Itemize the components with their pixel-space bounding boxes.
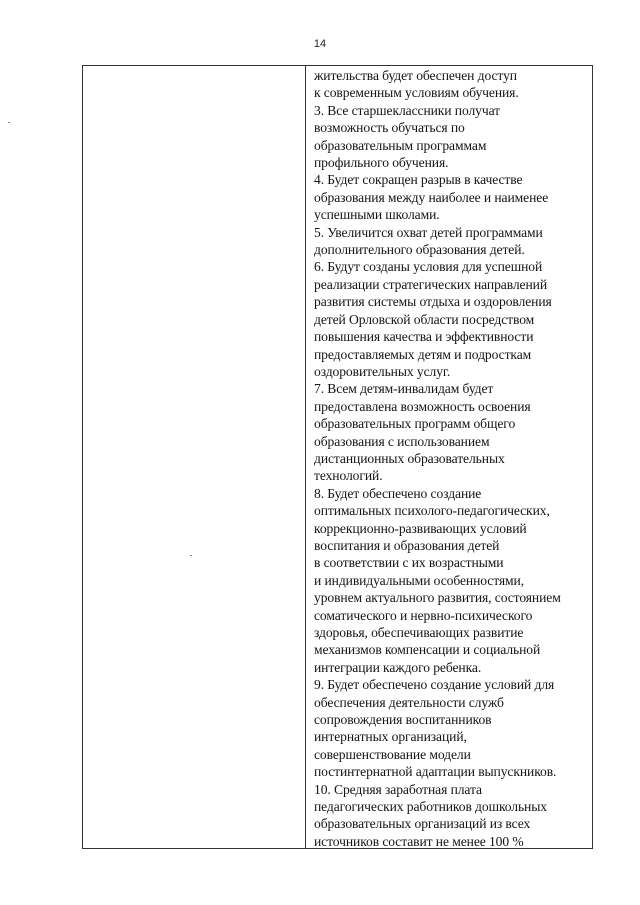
text-line: интернатных организаций, (314, 729, 467, 745)
text-line: предоставлена возможность освоения (314, 398, 531, 414)
text-line: коррекционно-развивающих условий (314, 520, 527, 536)
content-table (82, 65, 593, 849)
text-line: развития системы отдыха и оздоровления (314, 294, 552, 310)
text-line: дополнительного образования детей. (314, 242, 525, 258)
text-line: обеспечения деятельности служб (314, 694, 504, 710)
text-line: реализации стратегических направлений (314, 276, 548, 292)
text-line: уровнем актуального развития, состоянием (314, 590, 561, 606)
text-line: соматического и нервно-психического (314, 607, 533, 623)
page-number: 14 (313, 38, 327, 50)
text-line: и индивидуальными особенностями, (314, 572, 525, 588)
text-line: дистанционных образовательных (314, 450, 505, 466)
text-line: технологий. (314, 468, 383, 484)
text-line: 4. Будет сокращен разрыв в качестве (314, 172, 523, 188)
text-line: предоставляемых детям и подросткам (314, 346, 532, 362)
scan-speck (8, 122, 10, 123)
text-line: 6. Будут созданы условия для успешной (314, 259, 543, 275)
text-line: образовательных программ общего (314, 416, 516, 432)
text-line: 10. Средняя заработная плата (314, 781, 482, 797)
text-line: механизмов компенсации и социальной (314, 642, 541, 658)
text-line: в соответствии с их возрастными (314, 555, 504, 571)
scan-speck (190, 555, 192, 556)
text-line: постинтернатной адаптации выпускников. (314, 764, 557, 780)
text-line: оптимальных психолого-педагогических, (314, 503, 550, 519)
text-line: детей Орловской области посредством (314, 311, 535, 327)
text-line: успешными школами. (314, 207, 440, 223)
text-line: источников составит не менее 100 % (314, 833, 524, 848)
text-line: здоровья, обеспечивающих развитие (314, 625, 524, 640)
right-cell (306, 66, 592, 848)
text-line: 9. Будет обеспечено создание условий для (314, 677, 555, 693)
text-line: профильного обучения. (314, 155, 449, 171)
text-line: образования с использованием (314, 433, 490, 449)
text-line: интеграции каждого ребенка. (314, 659, 482, 675)
text-line: к современным условиям обучения. (314, 85, 519, 101)
text-line: совершенствование модели (314, 746, 471, 762)
text-line: воспитания и образования детей (314, 537, 500, 553)
text-line: образования между наиболее и наименее (314, 189, 549, 205)
text-line: сопровождения воспитанников (314, 712, 492, 728)
text-line: образовательных организаций из всех (314, 816, 531, 832)
text-line: жительства будет обеспечен доступ (314, 68, 517, 83)
text-line: 3. Все старшеклассники получат (314, 102, 501, 118)
text-line: возможность обучаться по (314, 120, 465, 136)
text-line: 8. Будет обеспечено создание (314, 485, 482, 501)
text-line: повышения качества и эффективности (314, 329, 534, 345)
text-line: образовательным программам (314, 137, 487, 153)
text-line: 7. Всем детям-инвалидам будет (314, 381, 494, 397)
text-line: оздоровительных услуг. (314, 363, 451, 379)
left-cell (83, 66, 306, 848)
text-line: педагогических работников дошкольных (314, 799, 547, 815)
text-line: 5. Увеличится охват детей программами (314, 224, 543, 240)
